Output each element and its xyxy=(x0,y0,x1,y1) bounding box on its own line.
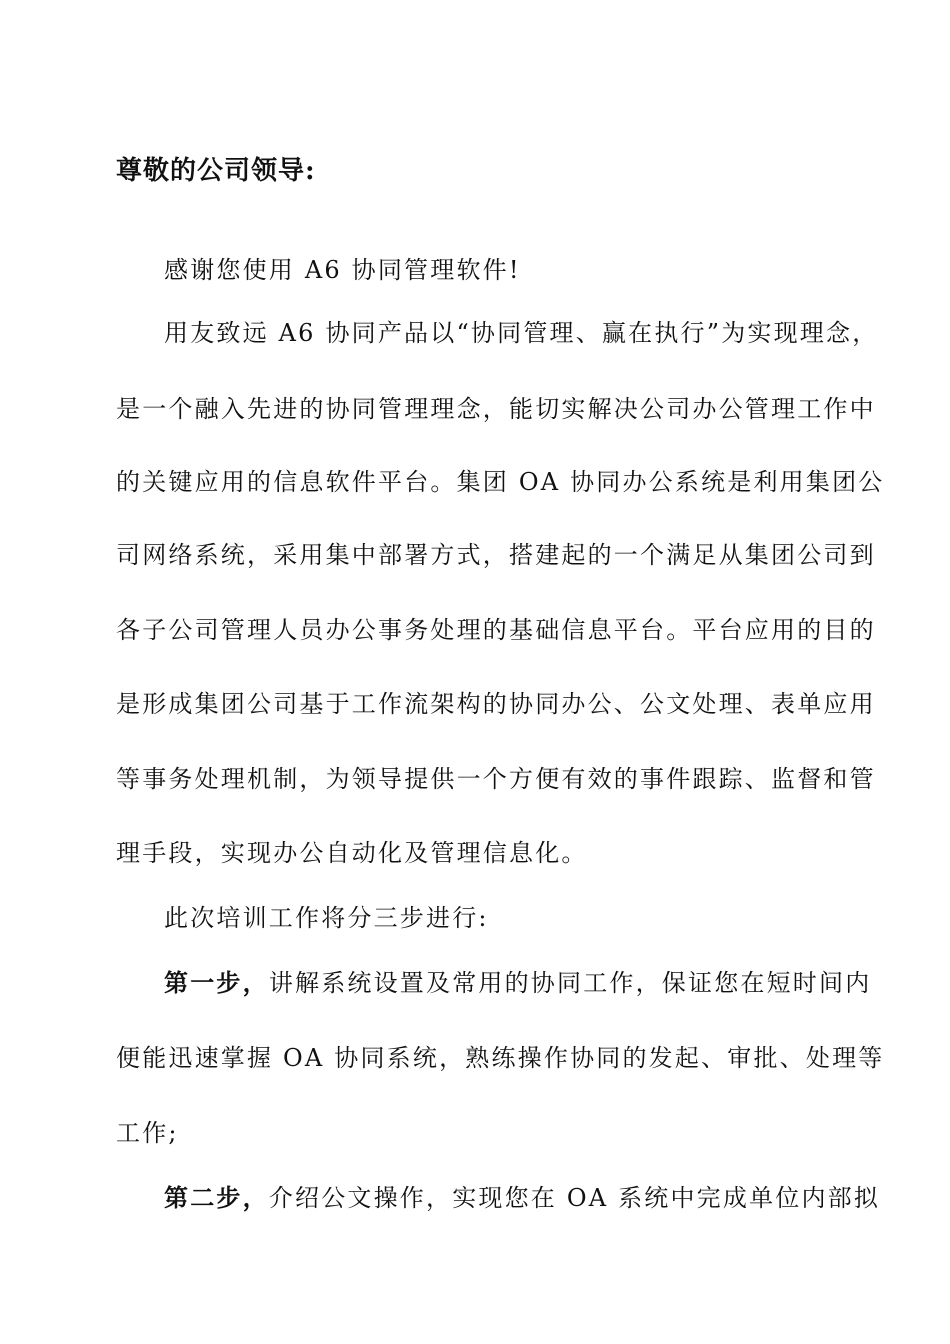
body-line-6: 是形成集团公司基于工作流架构的协同办公、公文处理、表单应用 xyxy=(116,690,876,718)
salutation: 尊敬的公司领导: xyxy=(116,156,316,186)
body-line-7: 等事务处理机制，为领导提供一个方便有效的事件跟踪、监督和管 xyxy=(116,765,876,793)
step-two-text: 介绍公文操作，实现您在 OA 系统中完成单位内部拟 xyxy=(268,1184,881,1212)
step-one-line-3: 工作; xyxy=(116,1119,179,1147)
body-line-2: 是一个融入先进的协同管理理念，能切实解决公司办公管理工作中 xyxy=(116,395,876,423)
body-line-4: 司网络系统，采用集中部署方式，搭建起的一个满足从集团公司到 xyxy=(116,541,876,569)
step-two-line-1 xyxy=(164,1181,880,1215)
step-one-line-1 xyxy=(164,966,871,1000)
body-line-5: 各子公司管理人员办公事务处理的基础信息平台。平台应用的目的 xyxy=(116,616,876,644)
step-one-text: 讲解系统设置及常用的协同工作，保证您在短时间内 xyxy=(268,969,872,997)
step-one-line-2: 便能迅速掌握 OA 协同系统，熟练操作协同的发起、审批、处理等 xyxy=(116,1044,885,1072)
body-line-8: 理手段，实现办公自动化及管理信息化。 xyxy=(116,839,588,867)
intro-paragraph: 感谢您使用 A6 协同管理软件! xyxy=(164,256,521,284)
step-one-label: 第一步， xyxy=(164,968,269,997)
training-intro: 此次培训工作将分三步进行: xyxy=(164,904,489,932)
body-line-3: 的关键应用的信息软件平台。集团 OA 协同办公系统是利用集团公 xyxy=(116,468,885,496)
body-line-1: 用友致远 A6 协同产品以“协同管理、赢在执行”为实现理念， xyxy=(164,319,879,347)
step-two-label: 第二步， xyxy=(164,1183,269,1212)
